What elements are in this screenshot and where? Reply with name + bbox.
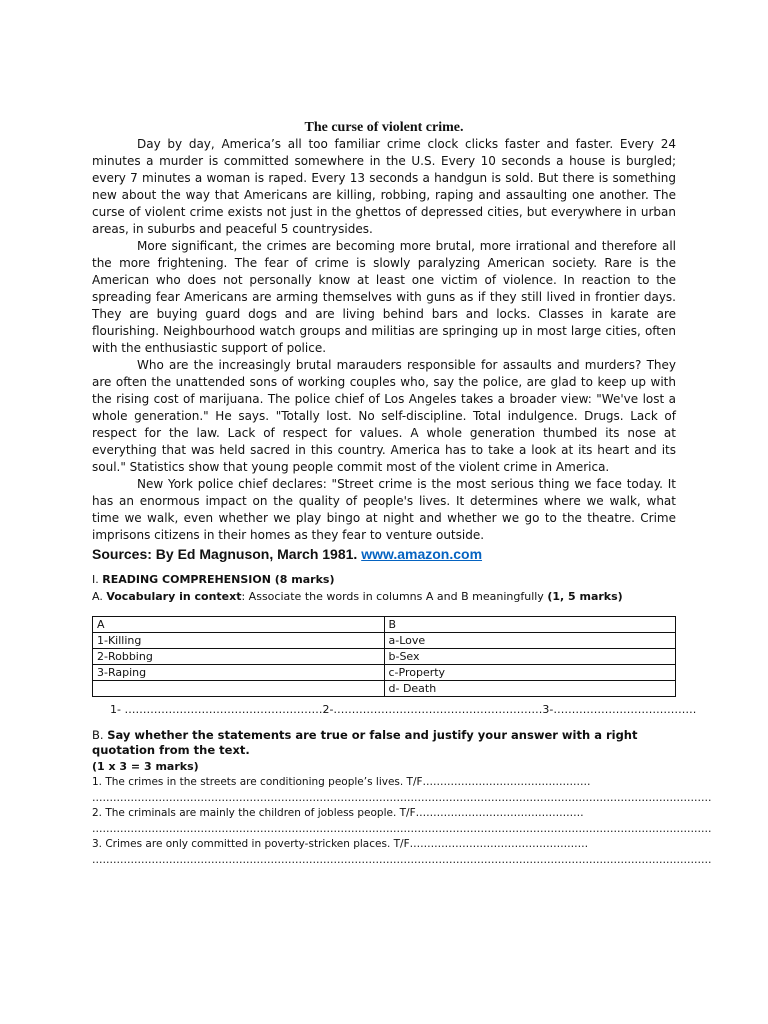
statement-item: 3. Crimes are only committed in poverty-stricken places. T/F…………………………………………… (92, 838, 589, 851)
sources-line (92, 546, 692, 562)
table-row (93, 633, 676, 649)
table-cell: c-Property (384, 665, 676, 681)
section-marks: (1 x 3 = 3 marks) (92, 760, 199, 773)
table-header-row (93, 617, 676, 633)
section-prefix: A. (92, 590, 107, 603)
article-paragraph: Day by day, America’s all too familiar crime clock clicks faster and faster. Every 24 minutes a murder is committed somewhere in the U.S. Every 10 seconds a house is burgled; every 7 minutes a woman is raped. Every 13 seconds a handgun is sold. But there is something new about the way that Americans are killing, robbing, raping and assaulting one another. The curse of violent crime exists not just in the ghettos of depressed cities, but everywhere in urban areas, in suburbs and peaceful 5 countrysides. (92, 137, 676, 236)
section-true-false (92, 728, 682, 758)
table-header-cell: A (93, 617, 385, 633)
statement-item: 1. The crimes in the streets are conditioning people’s lives. T/F………………………………………… (92, 776, 591, 788)
table-row (93, 649, 676, 665)
table-cell: 3-Raping (93, 665, 385, 681)
statement-item: 2. The criminals are mainly the children of jobless people. T/F………………………………………… (92, 807, 584, 820)
article-paragraph: More significant, the crimes are becoming more brutal, more irrational and therefore all the more frightening. The fear of crime is slowly paralyzing American society. Rare is the American who does not personally know at least one victim of violence. In reaction to the spreading fear Americans are arming themselves with guns as if they still lived in frontier days. They are buying guard dogs and are living behind bars and locks. Classes in karate are flourishing. Neighbourhood watch groups and militias are springing up in most large cities, often with the enthusiastic support of police. (92, 239, 676, 355)
vocabulary-answer-line[interactable]: 1- ………………………………………………2-…………………………………………………3-………………………………… (110, 703, 697, 716)
table-cell: 2-Robbing (93, 649, 385, 665)
article-paragraph: New York police chief declares: "Street crime is the most serious thing we face today. It has an enormous impact on the quality of people's lives. It determines where we walk, what time we walk, even whether we play bingo at night and whether we go to the theatre. Crime imprisons citizens in their homes as they fear to venture outside. (92, 477, 676, 542)
section-heading: Vocabulary in context (106, 590, 242, 603)
answer-dotted-line[interactable]: …………………………………………………………………………………………………………………………………………………………… (92, 791, 712, 804)
sources-link[interactable]: www.amazon.com (361, 546, 483, 562)
section-heading: READING COMPREHENSION (8 marks) (102, 573, 335, 586)
table-cell: d- Death (384, 681, 676, 697)
table-cell (93, 681, 385, 697)
section-marks: (1, 5 marks) (547, 590, 623, 603)
article-title: The curse of violent crime. (304, 120, 464, 135)
section-prefix: I. (92, 573, 103, 586)
vocabulary-table (92, 616, 676, 697)
section-instruction: : Associate the words in columns A and B meaningfully (241, 590, 548, 603)
section-heading: Say whether the statements are true or false and justify your answer with a right quotation from the text. (92, 728, 638, 757)
section-reading-comprehension (92, 573, 335, 586)
sources-text: Sources: By Ed Magnuson, March 1981. (92, 546, 362, 562)
section-prefix: B. (92, 728, 108, 742)
table-cell: 1-Killing (93, 633, 385, 649)
section-vocabulary (92, 590, 692, 603)
answer-dotted-line[interactable]: …………………………………………………………………………………………………………………………………………………………… (92, 853, 712, 866)
table-row (93, 681, 676, 697)
article-paragraph: Who are the increasingly brutal marauders responsible for assaults and murders? They are often the unattended sons of working couples who, say the police, are glad to keep up with the rising cost of marijuana. The police chief of Los Angeles takes a broader view: "We've lost a whole generation." He says. "Totally lost. No self-discipline. Total indulgence. Drugs. Lack of respect for the law. Lack of respect for values. A whole generation thumbed its nose at everything that was held sacred in this country. America has to take a look at its heart and its soul." Statistics show that young people commit most of the violent crime in America. (92, 358, 676, 474)
table-row (93, 665, 676, 681)
table-header-cell: B (384, 617, 676, 633)
article-body (92, 136, 676, 544)
statements-list (92, 775, 712, 869)
table-cell: b-Sex (384, 649, 676, 665)
table-cell: a-Love (384, 633, 676, 649)
answer-dotted-line[interactable]: …………………………………………………………………………………………………………………………………………………………… (92, 822, 712, 835)
